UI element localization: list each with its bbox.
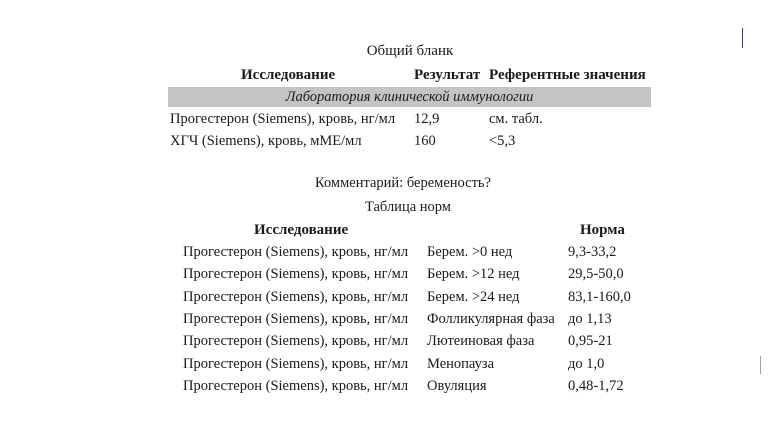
header-study: Исследование [241,67,336,83]
norms-header-norm: Норма [580,222,625,238]
norm-condition: Овуляция [427,378,487,394]
norm-study: Прогестерон (Siemens), кровь, нг/мл [183,356,409,372]
norms-header-study: Исследование [254,222,349,238]
norm-condition: Лютеиновая фаза [427,333,535,349]
norm-condition: Берем. >12 нед [427,266,520,282]
norm-value: 0,48-1,72 [568,378,624,394]
norm-value: 83,1-160,0 [568,289,631,305]
norm-value: 0,95-21 [568,333,613,349]
scan-mark [760,356,761,374]
result-reference: <5,3 [489,133,516,149]
result-study: ХГЧ (Siemens), кровь, мМЕ/мл [170,133,362,149]
result-reference: см. табл. [489,111,543,127]
norm-condition: Берем. >24 нед [427,289,520,305]
section-title: Лаборатория клинической иммунологии [285,89,534,105]
norm-value: 29,5-50,0 [568,266,624,282]
norm-value: до 1,13 [568,311,612,327]
norm-condition: Менопауза [427,356,495,372]
norm-study: Прогестерон (Siemens), кровь, нг/мл [183,289,409,305]
norm-value: до 1,0 [568,356,605,372]
result-study: Прогестерон (Siemens), кровь, нг/мл [170,111,396,127]
norm-study: Прогестерон (Siemens), кровь, нг/мл [183,311,409,327]
header-result: Результат [414,67,481,83]
norm-condition: Фолликулярная фаза [427,311,555,327]
form-title: Общий бланк [366,43,454,59]
result-value: 12,9 [414,111,440,127]
norm-study: Прогестерон (Siemens), кровь, нг/мл [183,378,409,394]
norm-condition: Берем. >0 нед [427,244,513,260]
header-reference: Референтные значения [489,67,646,83]
norms-title: Таблица норм [365,199,451,215]
norm-study: Прогестерон (Siemens), кровь, нг/мл [183,244,409,260]
comment: Комментарий: беременость? [315,175,491,191]
norm-study: Прогестерон (Siemens), кровь, нг/мл [183,266,409,282]
norm-value: 9,3-33,2 [568,244,617,260]
norm-study: Прогестерон (Siemens), кровь, нг/мл [183,333,409,349]
result-value: 160 [414,133,436,149]
